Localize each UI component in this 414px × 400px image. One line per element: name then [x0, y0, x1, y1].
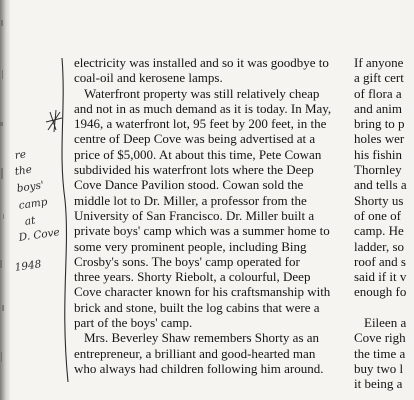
right-text-line: camp. He [354, 223, 404, 239]
right-text-line: enough fo [354, 284, 407, 300]
note-line-7: 1948 [14, 258, 43, 274]
right-text-line: Shorty us [354, 192, 404, 208]
right-text-line: and anim [354, 100, 403, 116]
note-line-3: boys' [16, 179, 45, 195]
main-text-line: who always had children following him around. [74, 360, 324, 376]
main-text-line: and not in as much demand as it is today. In May, [74, 100, 332, 116]
main-text-line: coal-oil and kerosene lamps. [74, 70, 223, 86]
right-text-line: of flora a [354, 85, 402, 101]
main-text-line: Mrs. Beverley Shaw remembers Shorty as an [84, 330, 320, 346]
right-text-line: bring to p [354, 116, 405, 132]
right-text-line: the time a [354, 345, 406, 361]
main-text-line: 1946, a waterfront lot, 95 feet by 200 feet, in the [74, 116, 327, 132]
right-text-line: buy two l [354, 360, 404, 376]
main-text-column [74, 55, 334, 376]
right-text-line: Cove righ [354, 330, 406, 346]
main-text-line: Cove Dance Pavilion stood. Cowan sold the [74, 177, 304, 193]
right-text-line: holes wer [354, 131, 405, 147]
right-text-line [354, 300, 414, 315]
right-text-line: said if it v [354, 269, 407, 285]
note-line-2: the [14, 163, 33, 178]
main-text-line: three years. Shorty Riebolt, a colourful, Deep [74, 269, 311, 285]
right-text-column [354, 55, 414, 392]
right-text-line: Thornley [354, 162, 402, 178]
right-text-line: Eileen a [364, 315, 407, 331]
main-text-line: Waterfront property was still relatively cheap [84, 85, 320, 101]
main-text-line: entrepreneur, a brilliant and good-hearted man [74, 345, 316, 361]
main-text-line: subdivided his waterfront lots where the Deep [74, 162, 314, 178]
right-text-line: ladder, so [354, 238, 405, 254]
right-text-line: a gift cert [354, 70, 404, 86]
main-text-line: brick and stone, built the log cabins that were a [74, 299, 320, 315]
main-text-line: Cove character known for his craftsmanship with [74, 284, 331, 300]
right-text-line: If anyone [354, 55, 404, 70]
main-text-line: price of $5,000. At about this time, Pete Cowan [74, 146, 322, 162]
note-line-5: at [24, 214, 37, 228]
right-text-line: it being a [354, 376, 403, 392]
main-text-line: private boys' camp which was a summer home to [74, 223, 330, 239]
main-text-line: electricity was installed and so it was goodbye to [74, 55, 329, 70]
main-text-line: University of San Francisco. Dr. Miller built a [74, 207, 315, 223]
note-line-6: D. Cove [18, 226, 61, 244]
right-text-line: of one of [354, 207, 401, 223]
main-text-line: middle lot to Dr. Miller, a professor from the [74, 192, 307, 208]
note-line-4: camp [18, 195, 49, 212]
main-text-line: part of the boys' camp. [74, 315, 193, 331]
right-text-line: and tells a [354, 177, 407, 193]
right-text-line: his fishin [354, 146, 403, 162]
main-text-line: Crosby's sons. The boys' camp operated for [74, 253, 300, 269]
main-text-line: centre of Deep Cove was being advertised at a [74, 131, 316, 147]
note-line-1: re [14, 148, 27, 162]
handwritten-margin-note [10, 0, 80, 400]
right-text-line: roof and s [354, 253, 406, 269]
main-text-line: some very prominent people, including Bing [74, 238, 307, 254]
